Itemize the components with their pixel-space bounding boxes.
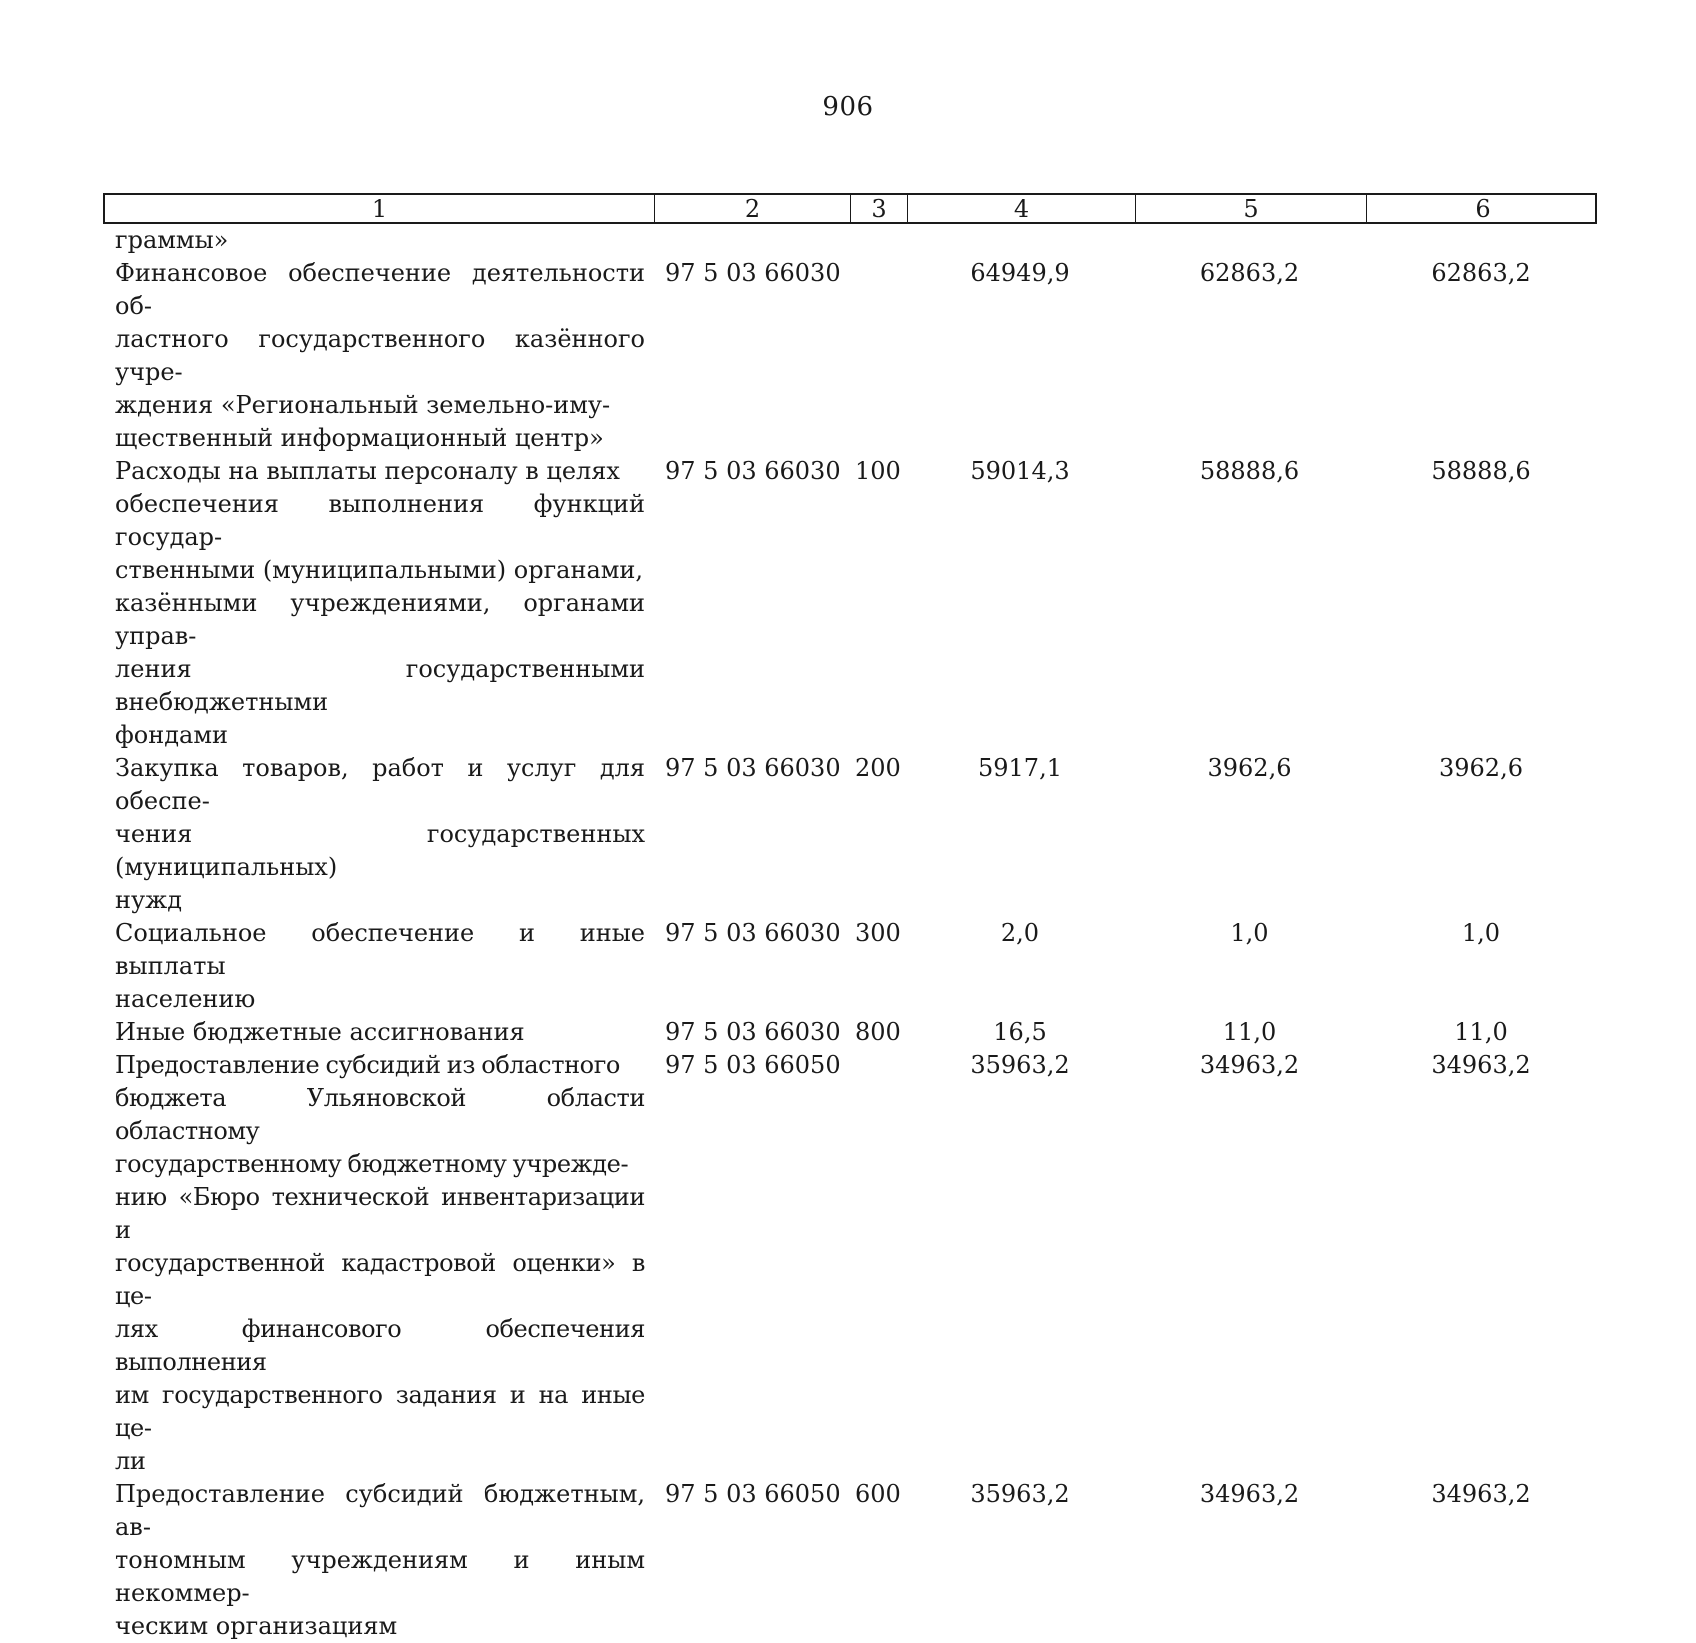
expense-name bbox=[103, 1016, 653, 1049]
amount-col-6: 1,0 bbox=[1461, 919, 1501, 947]
column-header-6: 6 bbox=[1475, 195, 1491, 223]
amount-col-4: 2,0 bbox=[1000, 919, 1040, 947]
expense-name-line: ственными (муниципальными) органами, bbox=[115, 556, 644, 584]
column-header-4: 4 bbox=[908, 195, 1136, 223]
budget-code: 97 5 03 66050 bbox=[665, 1051, 841, 1079]
budget-code: 97 5 03 66030 bbox=[665, 259, 841, 287]
expense-name-line: ли bbox=[115, 1447, 146, 1475]
expense-name-line: Расходы на выплаты персоналу в целях bbox=[115, 457, 620, 485]
amount-col-5: 34963,2 bbox=[1199, 1051, 1300, 1079]
expense-name-line: Социальное обеспечение и иные выплаты bbox=[115, 919, 645, 980]
amount-col-6: 34963,2 bbox=[1431, 1051, 1531, 1079]
amount-col-5: 58888,6 bbox=[1199, 457, 1300, 485]
amount-col-5 bbox=[1134, 224, 1365, 257]
amount-col-4: 59014,3 bbox=[970, 457, 1070, 485]
amount-col-4: 35963,2 bbox=[970, 1051, 1070, 1079]
table-header bbox=[103, 193, 1597, 224]
expense-name bbox=[103, 455, 653, 752]
budget-code: 97 5 03 66030 bbox=[665, 919, 841, 947]
expense-name-line: Предоставление субсидий бюджетным, ав- bbox=[115, 1480, 645, 1541]
table-row bbox=[103, 752, 1597, 917]
expense-name-line: граммы» bbox=[115, 226, 229, 254]
budget-table bbox=[103, 193, 1597, 1643]
expense-type-code: 600 bbox=[855, 1480, 901, 1508]
amount-col-6: 3962,6 bbox=[1439, 754, 1523, 782]
expense-name-line: Финансовое обеспечение деятельности об- bbox=[115, 259, 645, 320]
column-header-5: 5 bbox=[1136, 195, 1367, 223]
table-row bbox=[103, 1016, 1597, 1049]
expense-name-line: государственной кадастровой оценки» в це- bbox=[115, 1249, 645, 1310]
amount-col-4: 5917,1 bbox=[978, 754, 1062, 782]
amount-col-5: 62863,2 bbox=[1199, 259, 1300, 287]
amount-col-4 bbox=[906, 224, 1134, 257]
expense-name bbox=[103, 1049, 653, 1478]
expense-name-line: Иные бюджетные ассигнования bbox=[115, 1018, 525, 1046]
amount-col-4: 35963,2 bbox=[970, 1480, 1070, 1508]
budget-code: 97 5 03 66030 bbox=[665, 1018, 841, 1046]
table-row bbox=[103, 1049, 1597, 1478]
expense-name-line: государственному бюджетному учрежде- bbox=[115, 1150, 629, 1178]
amount-col-5: 11,0 bbox=[1222, 1018, 1277, 1046]
expense-name-line: нию «Бюро технической инвентаризации и bbox=[115, 1183, 645, 1244]
expense-name-line: щественный информационный центр» bbox=[115, 424, 604, 452]
expense-name-line: фондами bbox=[115, 721, 228, 749]
expense-name-line: обеспечения выполнения функций государ- bbox=[115, 490, 645, 551]
expense-name-line: чения государственных (муниципальных) bbox=[115, 820, 645, 881]
expense-name bbox=[103, 257, 653, 455]
expense-name-line: ластного государственного казённого учре- bbox=[115, 325, 645, 386]
expense-type-code: 100 bbox=[855, 457, 901, 485]
column-header-3: 3 bbox=[851, 195, 908, 223]
table-body bbox=[103, 224, 1597, 1643]
amount-col-6: 34963,2 bbox=[1431, 1480, 1531, 1508]
budget-code bbox=[653, 224, 849, 257]
table-row bbox=[103, 224, 1597, 257]
amount-col-5: 3962,6 bbox=[1207, 754, 1292, 782]
expense-name-line: бюджета Ульяновской области областному bbox=[115, 1084, 645, 1145]
expense-name bbox=[103, 917, 653, 1016]
page-number: 906 bbox=[822, 92, 874, 122]
expense-type-code bbox=[849, 257, 906, 455]
column-header-1: 1 bbox=[105, 195, 655, 223]
expense-name bbox=[103, 752, 653, 917]
expense-name-line: нужд bbox=[115, 886, 182, 914]
expense-type-code: 800 bbox=[855, 1018, 901, 1046]
amount-col-4: 64949,9 bbox=[970, 259, 1070, 287]
amount-col-4: 16,5 bbox=[993, 1018, 1047, 1046]
column-header-2: 2 bbox=[655, 195, 851, 223]
table-row bbox=[103, 257, 1597, 455]
expense-name bbox=[103, 224, 653, 257]
amount-col-6: 58888,6 bbox=[1431, 457, 1531, 485]
expense-name-line: казёнными учреждениями, органами управ- bbox=[115, 589, 645, 650]
amount-col-6: 62863,2 bbox=[1431, 259, 1531, 287]
expense-name bbox=[103, 1478, 653, 1643]
expense-name-line: лях финансового обеспечения выполнения bbox=[115, 1315, 645, 1376]
budget-code: 97 5 03 66030 bbox=[665, 457, 841, 485]
table-row bbox=[103, 1478, 1597, 1643]
expense-type-code bbox=[849, 1049, 906, 1478]
expense-type-code: 200 bbox=[855, 754, 901, 782]
expense-type-code: 300 bbox=[855, 919, 901, 947]
expense-name-line: ческим организациям bbox=[115, 1612, 398, 1640]
amount-col-5: 1,0 bbox=[1230, 919, 1269, 947]
expense-name-line: населению bbox=[115, 985, 256, 1013]
expense-type-code bbox=[849, 224, 906, 257]
expense-name-line: тономным учреждениям и иным некоммер- bbox=[115, 1546, 645, 1607]
amount-col-5: 34963,2 bbox=[1199, 1480, 1300, 1508]
expense-name-line: им государственного задания и на иные це- bbox=[115, 1381, 645, 1442]
budget-code: 97 5 03 66030 bbox=[665, 754, 841, 782]
amount-col-6: 11,0 bbox=[1454, 1018, 1508, 1046]
expense-name-line: Закупка товаров, работ и услуг для обеспе- bbox=[115, 754, 645, 815]
table-row bbox=[103, 455, 1597, 752]
amount-col-6 bbox=[1365, 224, 1597, 257]
table-row bbox=[103, 917, 1597, 1016]
budget-code: 97 5 03 66050 bbox=[665, 1480, 841, 1508]
expense-name-line: ждения «Региональный земельно-иму- bbox=[115, 391, 611, 419]
expense-name-line: Предоставление субсидий из областного bbox=[115, 1051, 620, 1079]
expense-name-line: ления государственными внебюджетными bbox=[115, 655, 645, 716]
